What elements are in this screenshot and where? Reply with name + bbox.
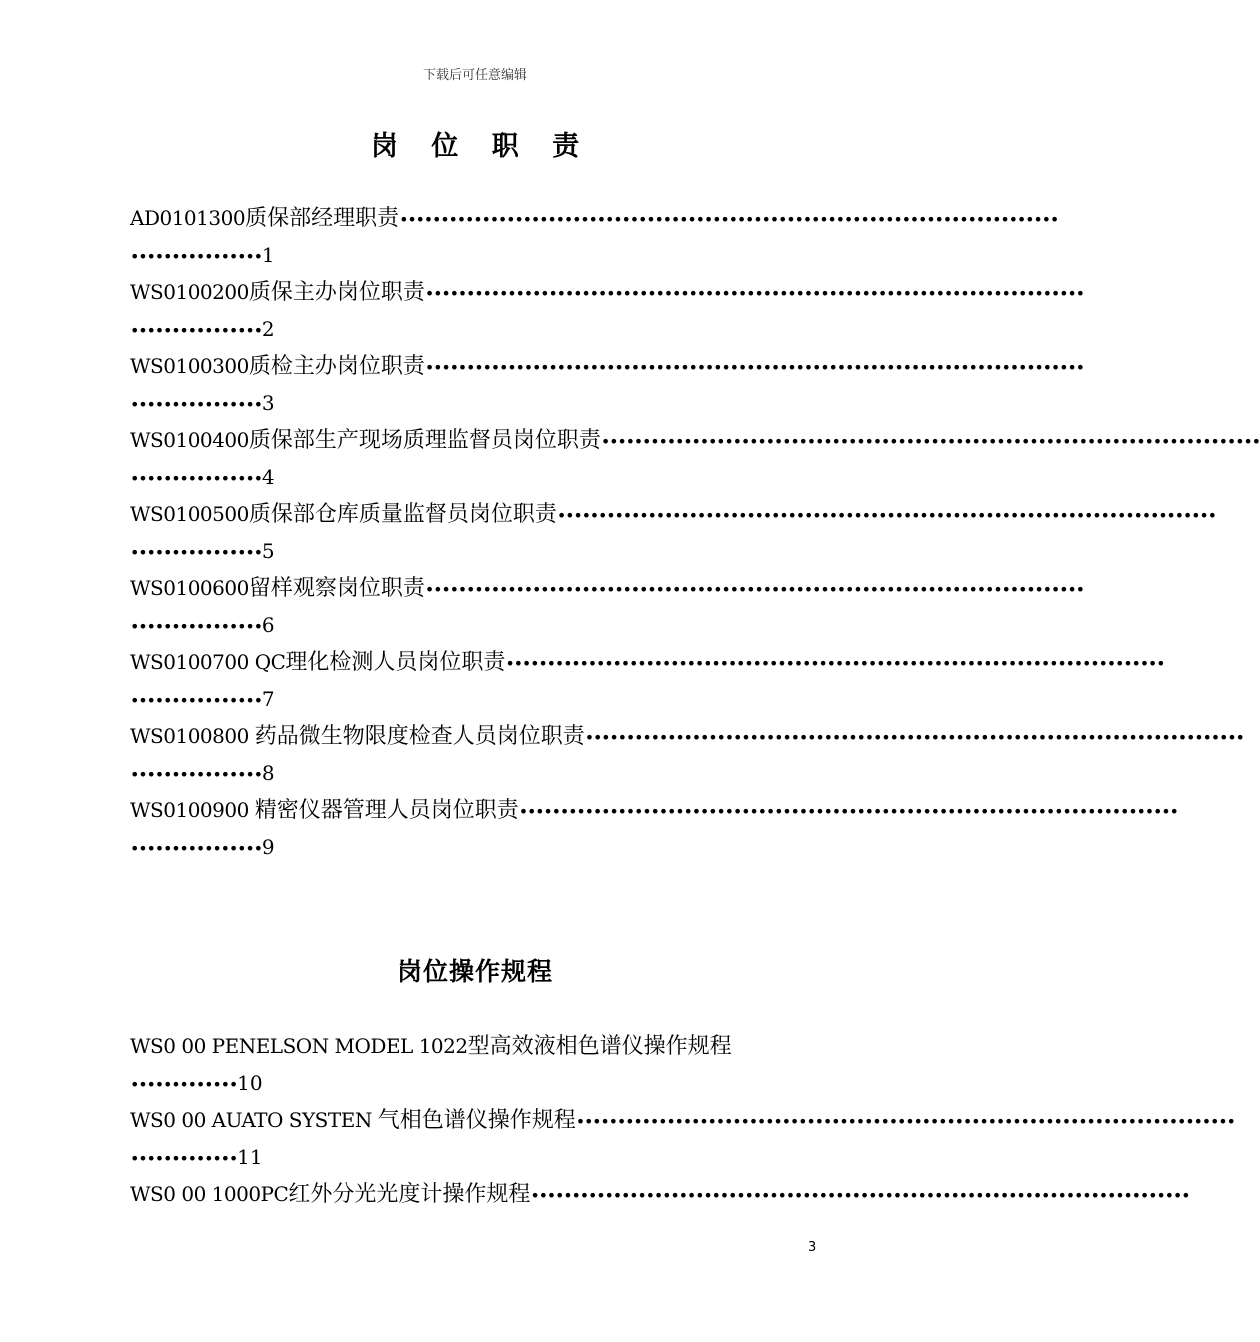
toc-leader-dots: •••••••••••••••• <box>130 321 262 340</box>
toc-entry-title: 红外分光光度计操作规程 <box>288 1182 531 1207</box>
toc-leader-dots: •••••••••••••••• <box>130 691 262 710</box>
toc-leader-dots: •••••••••••••••••••••••••••••••••••••••••••••••••••••••••••••••••••••••••••••••• <box>424 358 1084 377</box>
toc-leader-dots: •••••••••••••••••••••••••••••••••••••••••••••••••••••••••••••••••••••••••••••••• <box>424 284 1084 303</box>
toc-operating-procedures <box>130 1028 1235 1213</box>
toc-entry-code: WS0100700 QC <box>130 650 286 674</box>
toc-entry[interactable] <box>130 422 1260 496</box>
toc-job-duties <box>130 200 1260 866</box>
section-title-job-duties: 岗 位 职 责 <box>370 131 592 162</box>
toc-entry-code: WS0100600 <box>130 576 249 600</box>
toc-entry-title: 质保部经理职责 <box>245 206 400 231</box>
toc-entry-title: 质保部仓库质量监督员岗位职责 <box>248 502 557 527</box>
toc-entry[interactable] <box>130 718 1244 792</box>
toc-leader-dots: •••••••••••••••• <box>130 247 262 266</box>
toc-leader-dots: •••••••••••••••••••••••••••••••••••••••••••••••••••••••••••••••••••••••••••••••• <box>518 802 1178 821</box>
toc-entry[interactable] <box>130 274 1084 348</box>
toc-entry-title: 精密仪器管理人员岗位职责 <box>254 798 519 823</box>
toc-entry-title: 质保部生产现场质理监督员岗位职责 <box>248 428 601 453</box>
toc-leader-dots: •••••••••••••••••••••••••••••••••••••••••••••••••••••••••••••••••••••••••••••••• <box>505 654 1165 673</box>
toc-entry[interactable] <box>130 644 1165 718</box>
toc-entry-code: WS0 00 1000PC <box>130 1182 289 1206</box>
toc-entry-code: WS0100300 <box>130 354 249 378</box>
toc-entry-code: WS0100400 <box>130 428 249 452</box>
toc-entry-page: 5 <box>261 539 275 563</box>
toc-entry-page: 1 <box>261 243 275 267</box>
toc-leader-dots: •••••••••••••••• <box>130 395 262 414</box>
toc-leader-dots: •••••••••••••••• <box>130 617 262 636</box>
toc-entry-title: 型高效液相色谱仪操作规程 <box>467 1034 732 1059</box>
toc-leader-dots: •••••••••••••••••••••••••••••••••••••••••••••••••••••••••••••••••••••••••••••••• <box>600 432 1260 451</box>
toc-leader-dots: •••••••••••••••• <box>130 765 262 784</box>
toc-entry-title: 质检主办岗位职责 <box>248 354 425 379</box>
toc-leader-dots: •••••••••••••••••••••••••••••••••••••••••••••••••••••••••••••••••••••••••••••••• <box>424 580 1084 599</box>
toc-entry-page: 7 <box>261 687 275 711</box>
toc-entry[interactable] <box>130 1102 1235 1176</box>
toc-entry[interactable] <box>130 1028 820 1102</box>
toc-leader-dots: •••••••••••••••• <box>130 543 262 562</box>
toc-entry-code: WS0 00 PENELSON MODEL 1022 <box>130 1034 468 1058</box>
toc-leader-dots: ••••••••••••• <box>130 1075 238 1094</box>
toc-entry-page: 11 <box>237 1145 263 1169</box>
toc-leader-dots: •••••••••••••••••••••••••••••••••••••••••••••••••••••••••••••••••••••••••••••••• <box>530 1186 1190 1205</box>
toc-entry-code: WS0100500 <box>130 502 249 526</box>
page-header: 下载后可任意编辑 <box>422 68 527 83</box>
toc-entry[interactable] <box>130 570 1084 644</box>
toc-entry-code: WS0100200 <box>130 280 249 304</box>
toc-entry-code: WS0100900 <box>130 798 255 822</box>
toc-leader-dots: •••••••••••••••••••••••••••••••••••••••••••••••••••••••••••••••••••••••••••••••• <box>556 506 1216 525</box>
page-number: 3 <box>808 1240 817 1255</box>
toc-entry-page: 8 <box>261 761 275 785</box>
toc-entry[interactable] <box>130 496 1216 570</box>
toc-leader-dots: •••••••••••••••••••••••••••••••••••••••••••••••••••••••••••••••••••••••••••••••• <box>399 210 1059 229</box>
toc-entry-title: 药品微生物限度检查人员岗位职责 <box>254 724 585 749</box>
toc-entry-code: WS0100800 <box>130 724 255 748</box>
toc-entry[interactable] <box>130 200 1059 274</box>
toc-leader-dots: •••••••••••••••• <box>130 839 262 858</box>
toc-entry-page: 10 <box>237 1071 263 1095</box>
toc-entry-page: 2 <box>261 317 275 341</box>
toc-entry-title: 气相色谱仪操作规程 <box>377 1108 576 1133</box>
toc-entry-page: 4 <box>261 465 275 489</box>
toc-entry-title: 理化检测人员岗位职责 <box>285 650 506 675</box>
toc-leader-dots: •••••••••••••••••••••••••••••••••••••••••••••••••••••••••••••••••••••••••••••••• <box>575 1112 1235 1131</box>
toc-entry[interactable] <box>130 1176 1190 1213</box>
toc-entry-title: 质保主办岗位职责 <box>248 280 425 305</box>
toc-entry-page: 9 <box>261 835 275 859</box>
section-title-operating-procedures: 岗位操作规程 <box>396 957 553 986</box>
toc-entry-title: 留样观察岗位职责 <box>248 576 425 601</box>
toc-entry-page: 6 <box>261 613 275 637</box>
toc-entry[interactable] <box>130 792 1178 866</box>
toc-entry[interactable] <box>130 348 1084 422</box>
toc-leader-dots: •••••••••••••••••••••••••••••••••••••••••••••••••••••••••••••••••••••••••••••••• <box>584 728 1244 747</box>
toc-entry-code: AD0101300 <box>130 206 246 230</box>
toc-entry-page: 3 <box>261 391 275 415</box>
toc-leader-dots: •••••••••••••••• <box>130 469 262 488</box>
toc-entry-code: WS0 00 AUATO SYSTEN <box>130 1108 378 1132</box>
toc-leader-dots: ••••••••••••• <box>130 1149 238 1168</box>
